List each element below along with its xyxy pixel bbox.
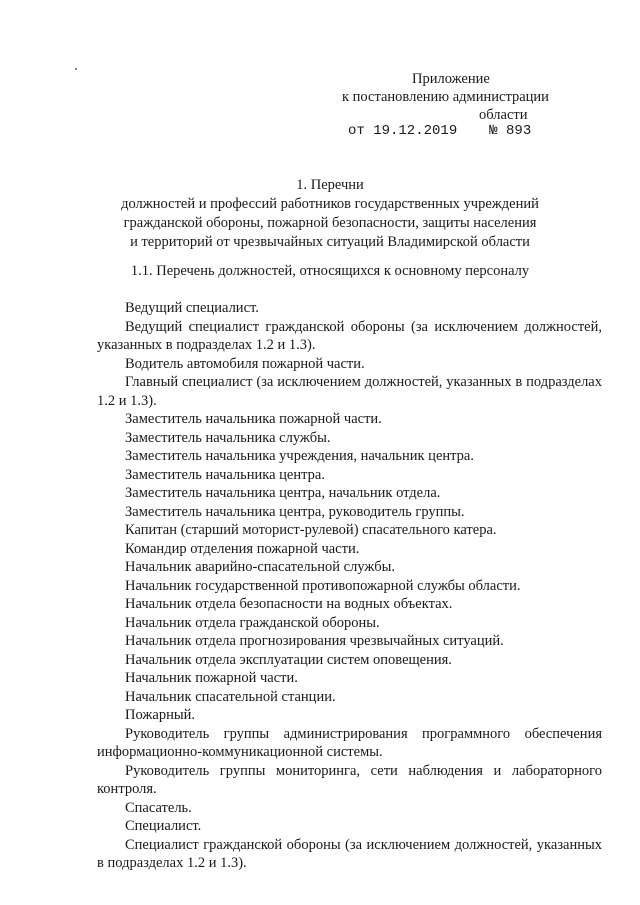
resolution-date: от 19.12.2019 bbox=[348, 123, 458, 139]
title-line-4: и территорий от чрезвычайных ситуаций Владимирской области bbox=[130, 234, 530, 250]
list-item: Начальник государственной противопожарной службы области. bbox=[125, 577, 521, 594]
section-subtitle: 1.1. Перечень должностей, относящихся к основному персоналу bbox=[130, 263, 530, 279]
list-item: Командир отделения пожарной части. bbox=[125, 540, 360, 557]
list-item: Заместитель начальника пожарной части. bbox=[125, 411, 382, 427]
list-item: Начальник отдела прогнозирования чрезвычайных ситуаций. bbox=[125, 633, 504, 649]
list-item: Заместитель начальника службы. bbox=[125, 429, 331, 446]
list-item: Начальник отдела гражданской обороны. bbox=[125, 614, 380, 631]
list-item: Руководитель группы администрирования программного обеспечения информационно-коммуникационной системы. bbox=[97, 725, 602, 760]
list-item: Капитан (старший моторист-рулевой) спасательного катера. bbox=[125, 522, 497, 538]
list-item: Спасатель. bbox=[125, 799, 192, 816]
list-item: Руководитель группы мониторинга, сети наблюдения и лабораторного контроля. bbox=[97, 762, 602, 797]
list-item: Ведущий специалист гражданской обороны (за исключением должностей, указанных в подразделах 1.2 и 1.3). bbox=[97, 318, 602, 353]
list-item: Начальник отдела безопасности на водных объектах. bbox=[125, 596, 453, 612]
positions-list bbox=[97, 299, 602, 873]
list-item: Заместитель начальника центра, начальник отдела. bbox=[125, 485, 441, 501]
list-item: Начальник аварийно-спасательной службы. bbox=[125, 559, 395, 575]
region-label: области bbox=[479, 107, 528, 123]
list-item: Специалист гражданской обороны (за исключением должностей, указанных в подразделах 1.2 и 1.3). bbox=[97, 836, 602, 871]
resolution-number: № 893 bbox=[489, 123, 532, 139]
appendix-label: Приложение bbox=[412, 71, 490, 87]
document-title bbox=[100, 176, 560, 252]
title-line-1: 1. Перечни bbox=[296, 177, 364, 193]
list-item: Начальник отдела эксплуатации систем оповещения. bbox=[125, 651, 452, 668]
list-item: Заместитель начальника центра, руководитель группы. bbox=[125, 503, 465, 520]
scan-speck bbox=[75, 68, 77, 70]
list-item: Заместитель начальника центра. bbox=[125, 466, 325, 483]
resolution-reference: к постановлению администрации bbox=[342, 89, 549, 105]
list-item: Главный специалист (за исключением должностей, указанных в подразделах 1.2 и 1.3). bbox=[97, 374, 602, 409]
list-item: Начальник пожарной части. bbox=[125, 670, 298, 686]
list-item: Начальник спасательной станции. bbox=[125, 688, 336, 705]
list-item: Водитель автомобиля пожарной части. bbox=[125, 355, 365, 372]
title-line-3: гражданской обороны, пожарной безопасности, защиты населения bbox=[123, 215, 537, 231]
list-item: Заместитель начальника учреждения, начальник центра. bbox=[125, 448, 474, 464]
list-item: Специалист. bbox=[125, 818, 202, 834]
date-number-line bbox=[348, 122, 531, 141]
list-item: Пожарный. bbox=[125, 707, 195, 723]
title-line-2: должностей и профессий работников государственных учреждений bbox=[121, 196, 539, 212]
list-item: Ведущий специалист. bbox=[125, 300, 259, 316]
